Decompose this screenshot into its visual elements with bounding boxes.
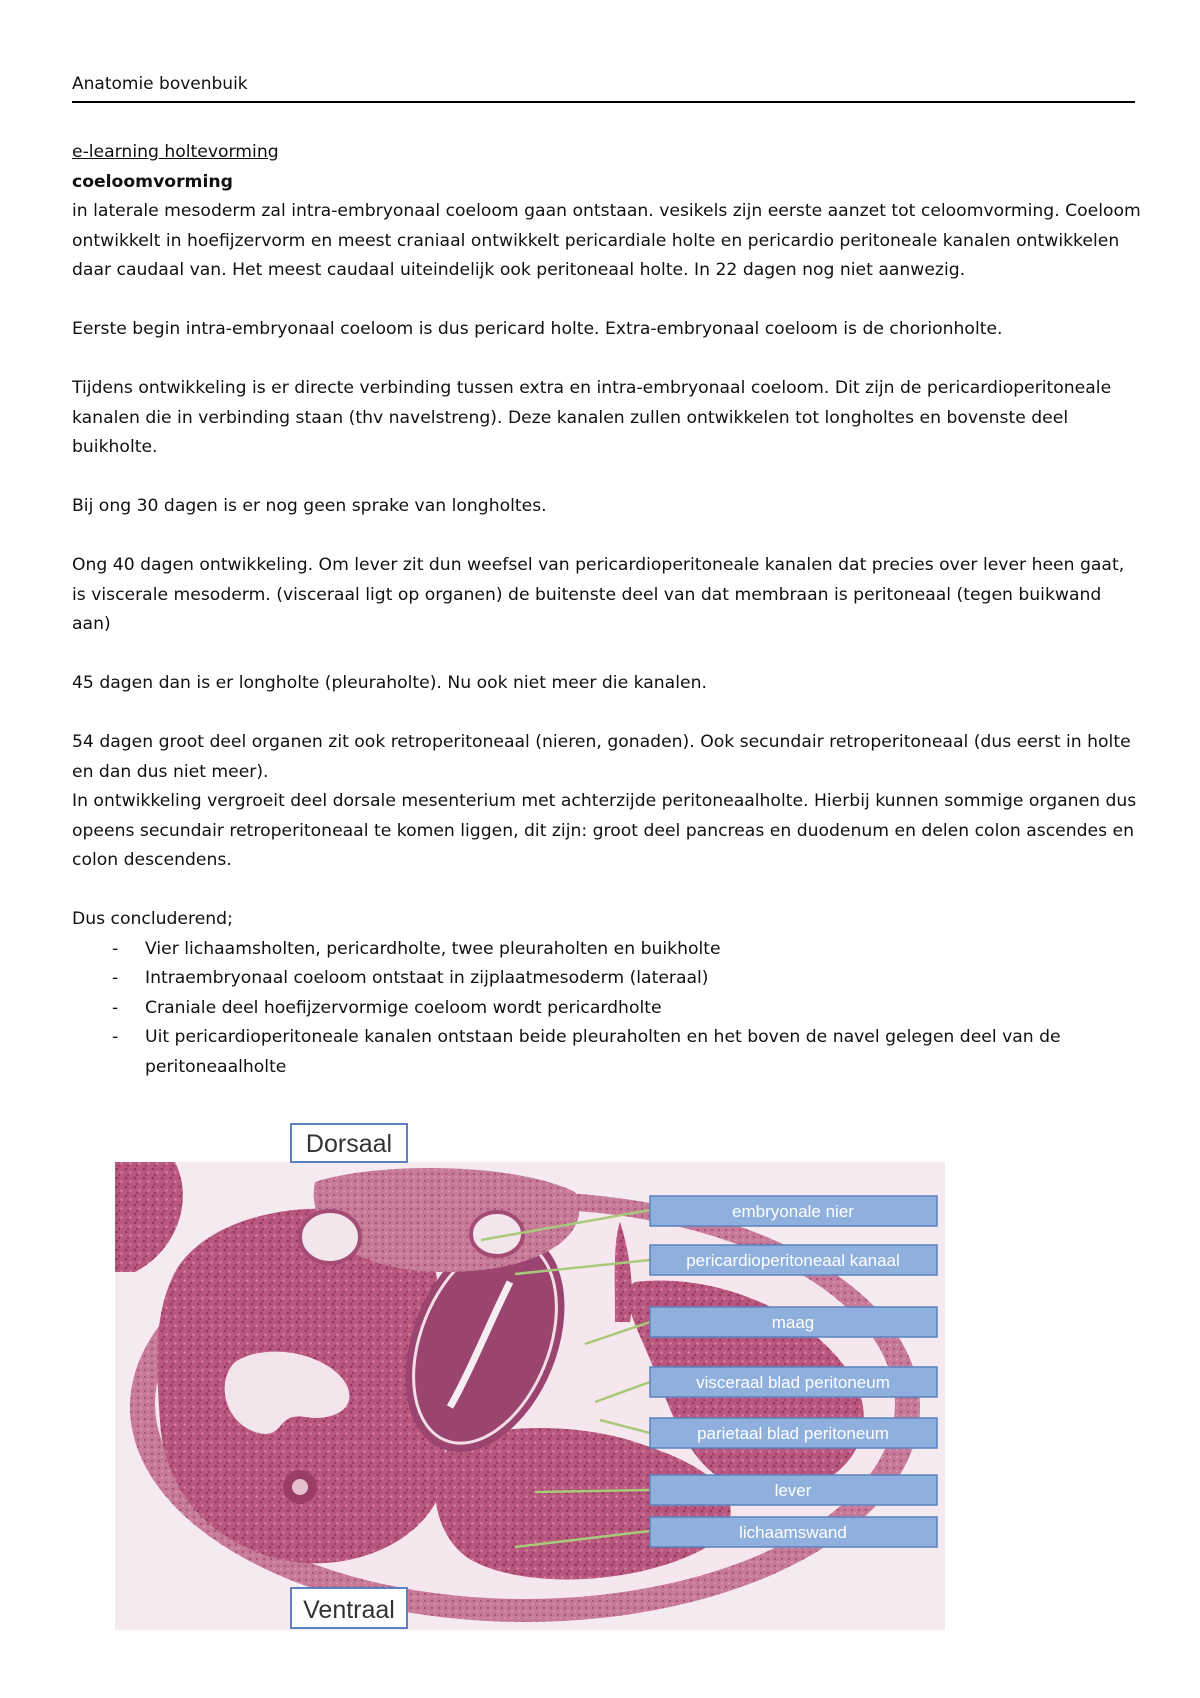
ventral-label: Ventraal	[303, 1596, 395, 1624]
conclusion-list	[72, 935, 1142, 1083]
list-item: - Intraembryonaal coeloom ontstaat in zijplaatmesoderm (lateraal)	[72, 964, 1142, 994]
label-visceraal-blad: visceraal blad peritoneum	[696, 1373, 890, 1392]
label-parietaal-blad: parietaal blad peritoneum	[697, 1424, 889, 1443]
section-subheading: coeloomvorming	[72, 171, 233, 192]
list-item: - Craniale deel hoefijzervormige coeloom wordt pericardholte	[72, 994, 1142, 1024]
document-body	[72, 138, 1142, 1082]
paragraph-coeloom-formation: in laterale mesoderm zal intra-embryonaal coeloom gaan ontstaan. vesikels zijn eerste aanzet tot celoomvorming. Coeloom ontwikkelt in hoefijzervorm en meest craniaal ontwikkelt pericardiale holte en pericardio peritoneale kanalen ontwikkelen daar caudaal van. Het meest caudaal uiteindelijk ook peritoneaal holte. In 22 dagen nog niet aanwezig.	[72, 201, 1141, 280]
histology-figure	[115, 1122, 1027, 1630]
paragraph-54-dagen: 54 dagen groot deel organen zit ook retroperitoneaal (nieren, gonaden). Ook secundair retroperitoneaal (dus eerst in holte en dan dus niet meer).	[72, 732, 1131, 782]
list-item: - Uit pericardioperitoneale kanalen ontstaan beide pleuraholten en het boven de navel gelegen deel van de peritoneaalholte	[72, 1023, 1142, 1082]
kidney-left	[300, 1211, 360, 1263]
list-item: - Vier lichaamsholten, pericardholte, twee pleuraholten en buikholte	[72, 935, 1142, 965]
figure-svg	[115, 1122, 1027, 1630]
vessel-lumen	[292, 1479, 308, 1495]
label-lichaamswand: lichaamswand	[739, 1523, 847, 1542]
label-maag: maag	[771, 1313, 815, 1332]
label-pericardioperitoneaal-kanaal: pericardioperitoneaal kanaal	[686, 1251, 900, 1270]
conclusion-intro: Dus concluderend;	[72, 909, 233, 929]
paragraph-pericard-holte: Eerste begin intra-embryonaal coeloom is dus pericard holte. Extra-embryonaal coeloom is de chorionholte.	[72, 319, 1003, 339]
paragraph-dorsale-mesenterium: In ontwikkeling vergroeit deel dorsale mesenterium met achterzijde peritoneaalholte. Hierbij kunnen sommige organen dus opeens secundair retroperitoneaal te komen liggen, dit zijn: groot deel pancreas en duodenum en delen colon ascendes en colon descendens.	[72, 791, 1137, 870]
paragraph-40-dagen: Ong 40 dagen ontwikkeling. Om lever zit dun weefsel van pericardioperitoneale kanalen dat precies over lever heen gaat, is viscerale mesoderm. (visceraal ligt op organen) de buitenste deel van dat membraan is peritoneaal (tegen buikwand aan)	[72, 555, 1125, 634]
dorsal-label: Dorsaal	[305, 1130, 393, 1158]
paragraph-30-dagen: Bij ong 30 dagen is er nog geen sprake van longholtes.	[72, 496, 547, 516]
paragraph-45-dagen: 45 dagen dan is er longholte (pleuraholte). Nu ook niet meer die kanalen.	[72, 673, 707, 693]
label-embryonale-nier: embryonale nier	[732, 1202, 854, 1221]
e-learning-link[interactable]: e-learning holtevorming	[72, 142, 279, 162]
paragraph-directe-verbinding: Tijdens ontwikkeling is er directe verbinding tussen extra en intra-embryonaal coeloom. Dit zijn de pericardioperitoneale kanalen die in verbinding staan (thv navelstreng). Deze kanalen zullen ontwikkelen tot longholtes en bovenste deel buikholte.	[72, 378, 1112, 457]
page-header-title: Anatomie bovenbuik	[72, 74, 248, 94]
label-lever: lever	[774, 1481, 812, 1500]
header-divider	[72, 101, 1135, 103]
